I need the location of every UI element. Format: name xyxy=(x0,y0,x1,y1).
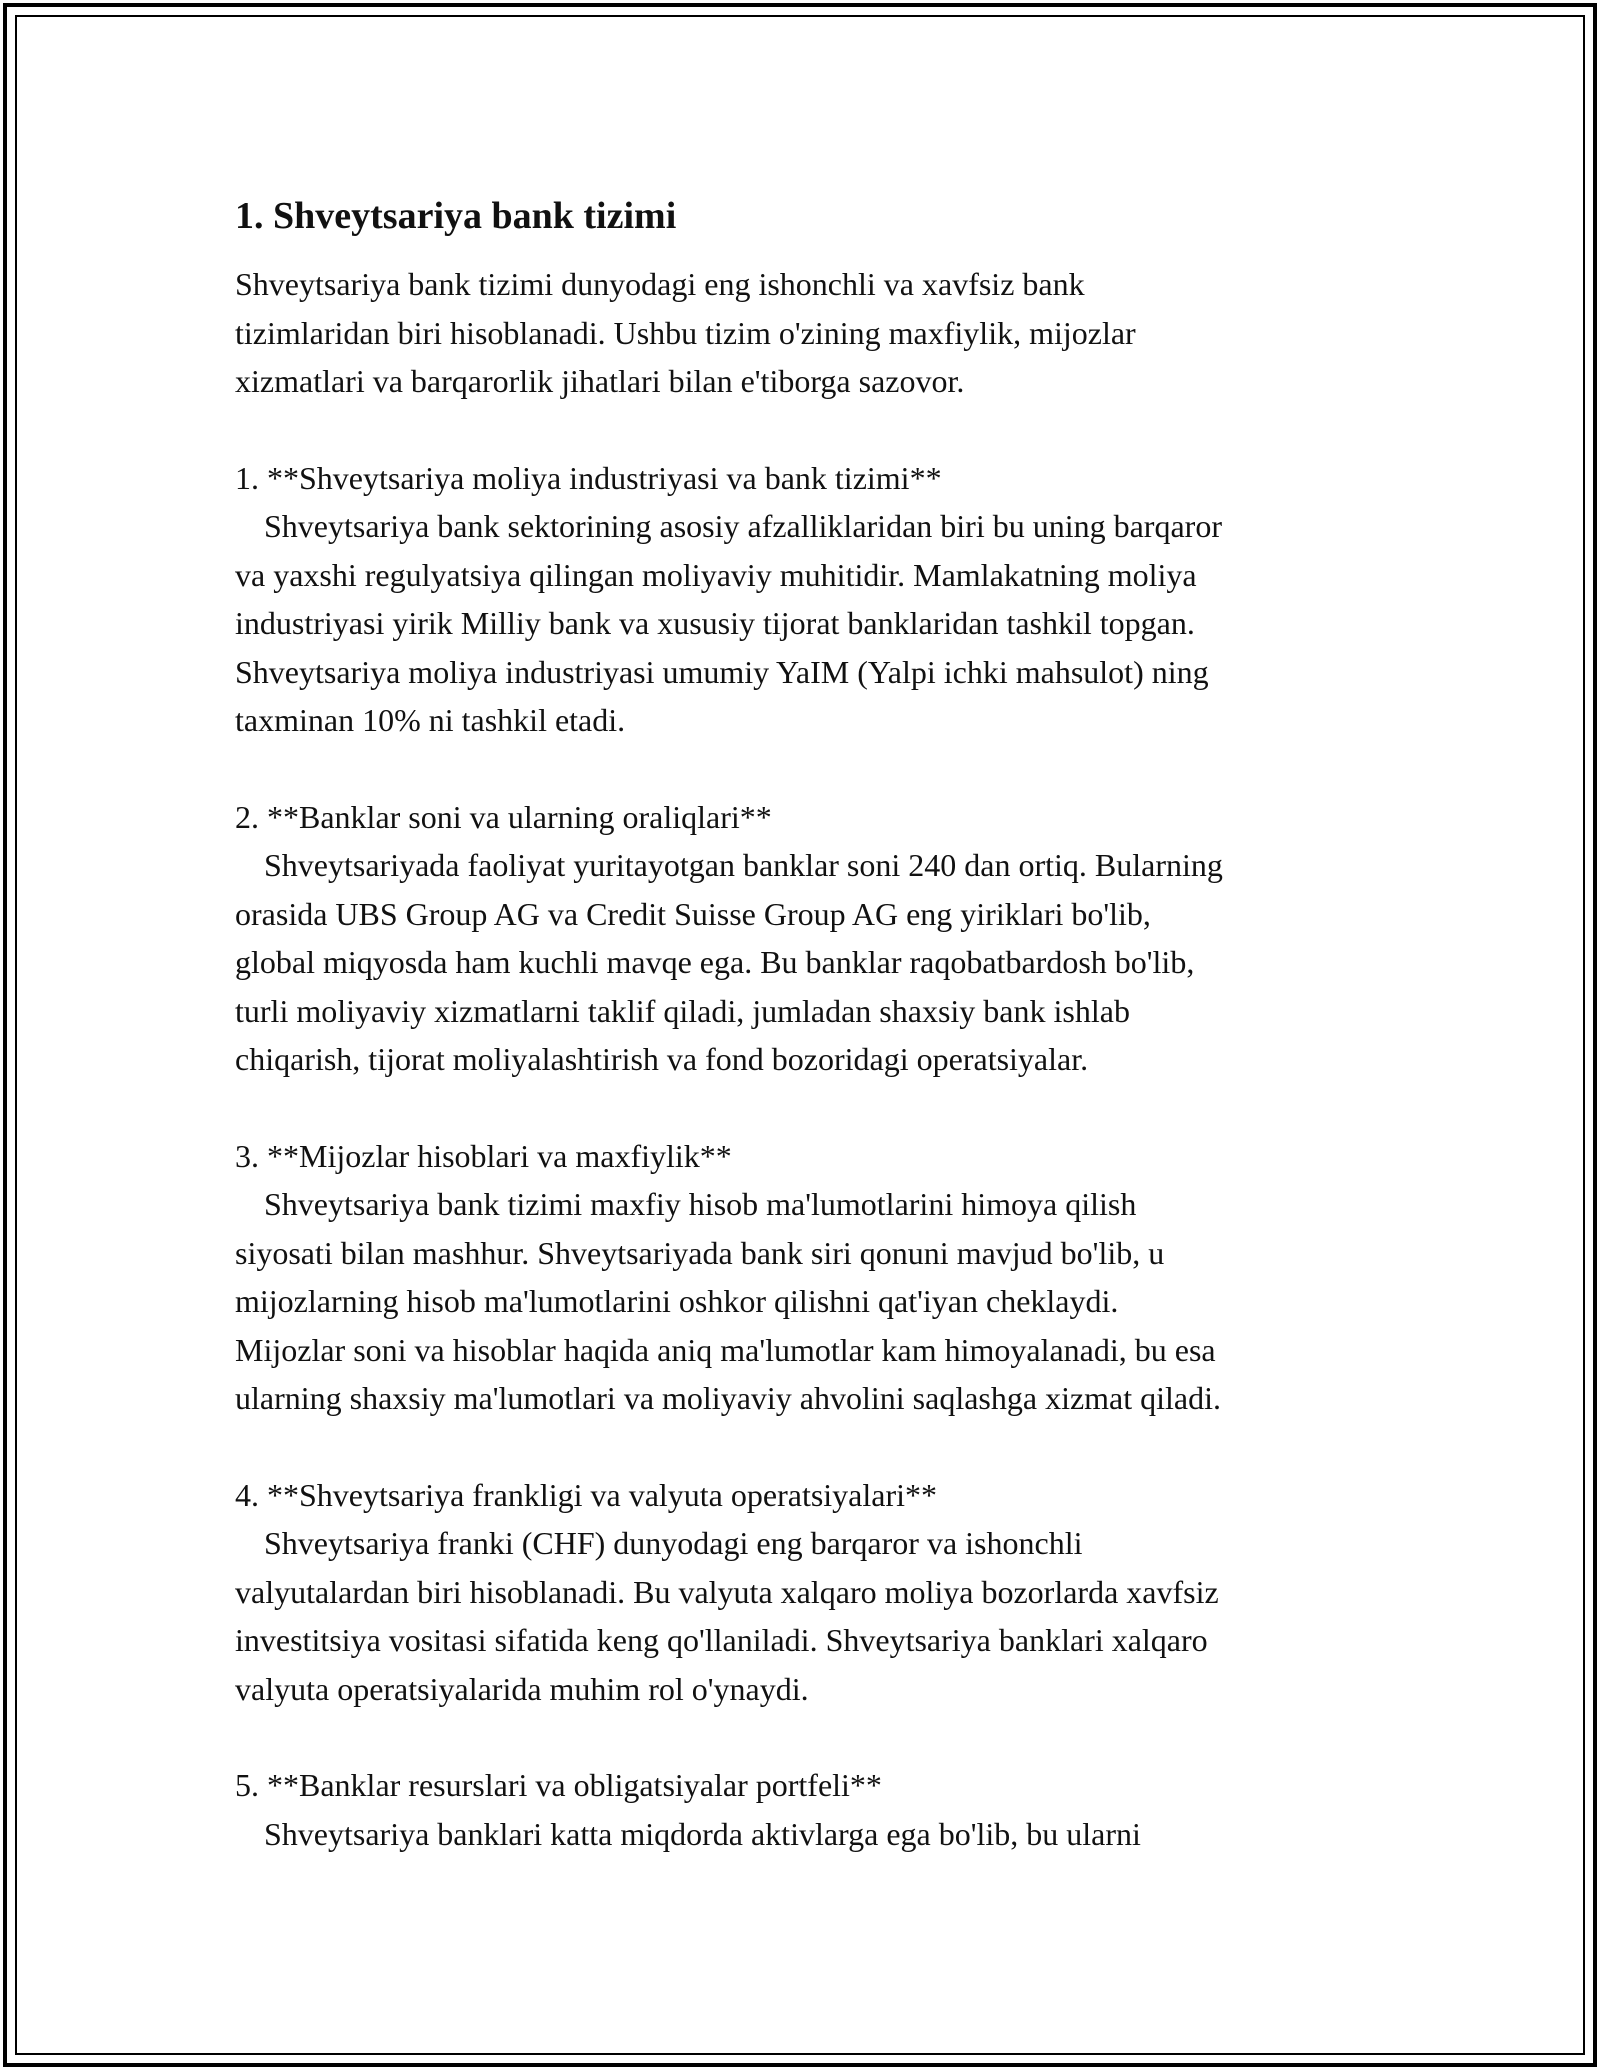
text-line: va yaxshi regulyatsiya qilingan moliyaviy muhitidir. Mamlakatning moliya xyxy=(235,556,1197,593)
text-line: Shveytsariya banklari katta miqdorda aktivlarga ega bo'lib, bu ularni xyxy=(264,1815,1141,1852)
text-line: mijozlarning hisob ma'lumotlarini oshkor qilishni qat'iyan cheklaydi. xyxy=(235,1283,1119,1319)
text-line: Shveytsariya bank sektorining asosiy afzalliklaridan biri bu uning barqaror xyxy=(264,508,1222,544)
text-line: tizimlaridan biri hisoblanadi. Ushbu tizim o'zining maxfiylik, mijozlar xyxy=(235,314,1136,351)
text-line: Shveytsariya franki (CHF) dunyodagi eng barqaror va ishonchli xyxy=(264,1525,1083,1561)
section-paragraph xyxy=(235,841,1410,1084)
section-heading: 5. **Banklar resurslari va obligatsiyalar portfeli** xyxy=(235,1767,882,1803)
intro-paragraph xyxy=(235,260,1410,406)
section-2 xyxy=(235,793,1410,1084)
text-line: turli moliyaviy xizmatlarni taklif qiladi, jumladan shaxsiy bank ishlab xyxy=(235,992,1130,1029)
section-paragraph xyxy=(235,1180,1410,1423)
section-heading: 3. **Mijozlar hisoblari va maxfiylik** xyxy=(235,1137,732,1174)
text-line: valyutalardan biri hisoblanadi. Bu valyuta xalqaro moliya bozorlarda xavfsiz xyxy=(235,1573,1219,1610)
section-paragraph xyxy=(235,1810,1410,1859)
section-heading: 2. **Banklar soni va ularning oraliqlari** xyxy=(235,798,772,835)
text-line: industriyasi yirik Milliy bank va xususiy tijorat banklaridan tashkil topgan. xyxy=(235,605,1195,641)
section-heading: 1. **Shveytsariya moliya industriyasi va bank tizimi** xyxy=(235,459,942,496)
text-line: global miqyosda ham kuchli mavqe ega. Bu banklar raqobatbardosh bo'lib, xyxy=(235,944,1195,980)
text-line: orasida UBS Group AG va Credit Suisse Group AG eng yiriklari bo'lib, xyxy=(235,895,1151,932)
text-line: xizmatlari va barqarorlik jihatlari bilan e'tiborga sazovor. xyxy=(235,363,965,399)
text-line: valyuta operatsiyalarida muhim rol o'ynaydi. xyxy=(235,1670,809,1707)
section-5 xyxy=(235,1761,1410,1858)
text-line: ularning shaxsiy ma'lumotlari va moliyaviy ahvolini saqlashga xizmat qiladi. xyxy=(235,1380,1222,1416)
text-line: Shveytsariya bank tizimi dunyodagi eng ishonchli va xavfsiz bank xyxy=(235,266,1085,302)
text-line: investitsiya vositasi sifatida keng qo'llaniladi. Shveytsariya banklari xalqaro xyxy=(235,1622,1208,1658)
section-1 xyxy=(235,454,1410,745)
section-4 xyxy=(235,1471,1410,1714)
text-line: Shveytsariya bank tizimi maxfiy hisob ma'lumotlarini himoya qilish xyxy=(264,1186,1137,1222)
text-line: Shveytsariyada faoliyat yuritayotgan banklar soni 240 dan ortiq. Bularning xyxy=(264,847,1223,883)
section-3 xyxy=(235,1132,1410,1423)
section-heading: 4. **Shveytsariya frankligi va valyuta operatsiyalari** xyxy=(235,1476,938,1513)
section-paragraph xyxy=(235,502,1410,745)
document-body xyxy=(235,192,1410,1858)
text-line: siyosati bilan mashhur. Shveytsariyada bank siri qonuni mavjud bo'lib, u xyxy=(235,1234,1165,1271)
document-title: 1. Shveytsariya bank tizimi xyxy=(235,195,677,237)
text-line: Mijozlar soni va hisoblar haqida aniq ma'lumotlar kam himoyalanadi, bu esa xyxy=(235,1331,1216,1368)
text-line: chiqarish, tijorat moliyalashtirish va fond bozoridagi operatsiyalar. xyxy=(235,1041,1089,1077)
text-line: taxminan 10% ni tashkil etadi. xyxy=(235,702,626,738)
section-paragraph xyxy=(235,1519,1410,1713)
text-line: Shveytsariya moliya industriyasi umumiy YaIM (Yalpi ichki mahsulot) ning xyxy=(235,653,1209,690)
